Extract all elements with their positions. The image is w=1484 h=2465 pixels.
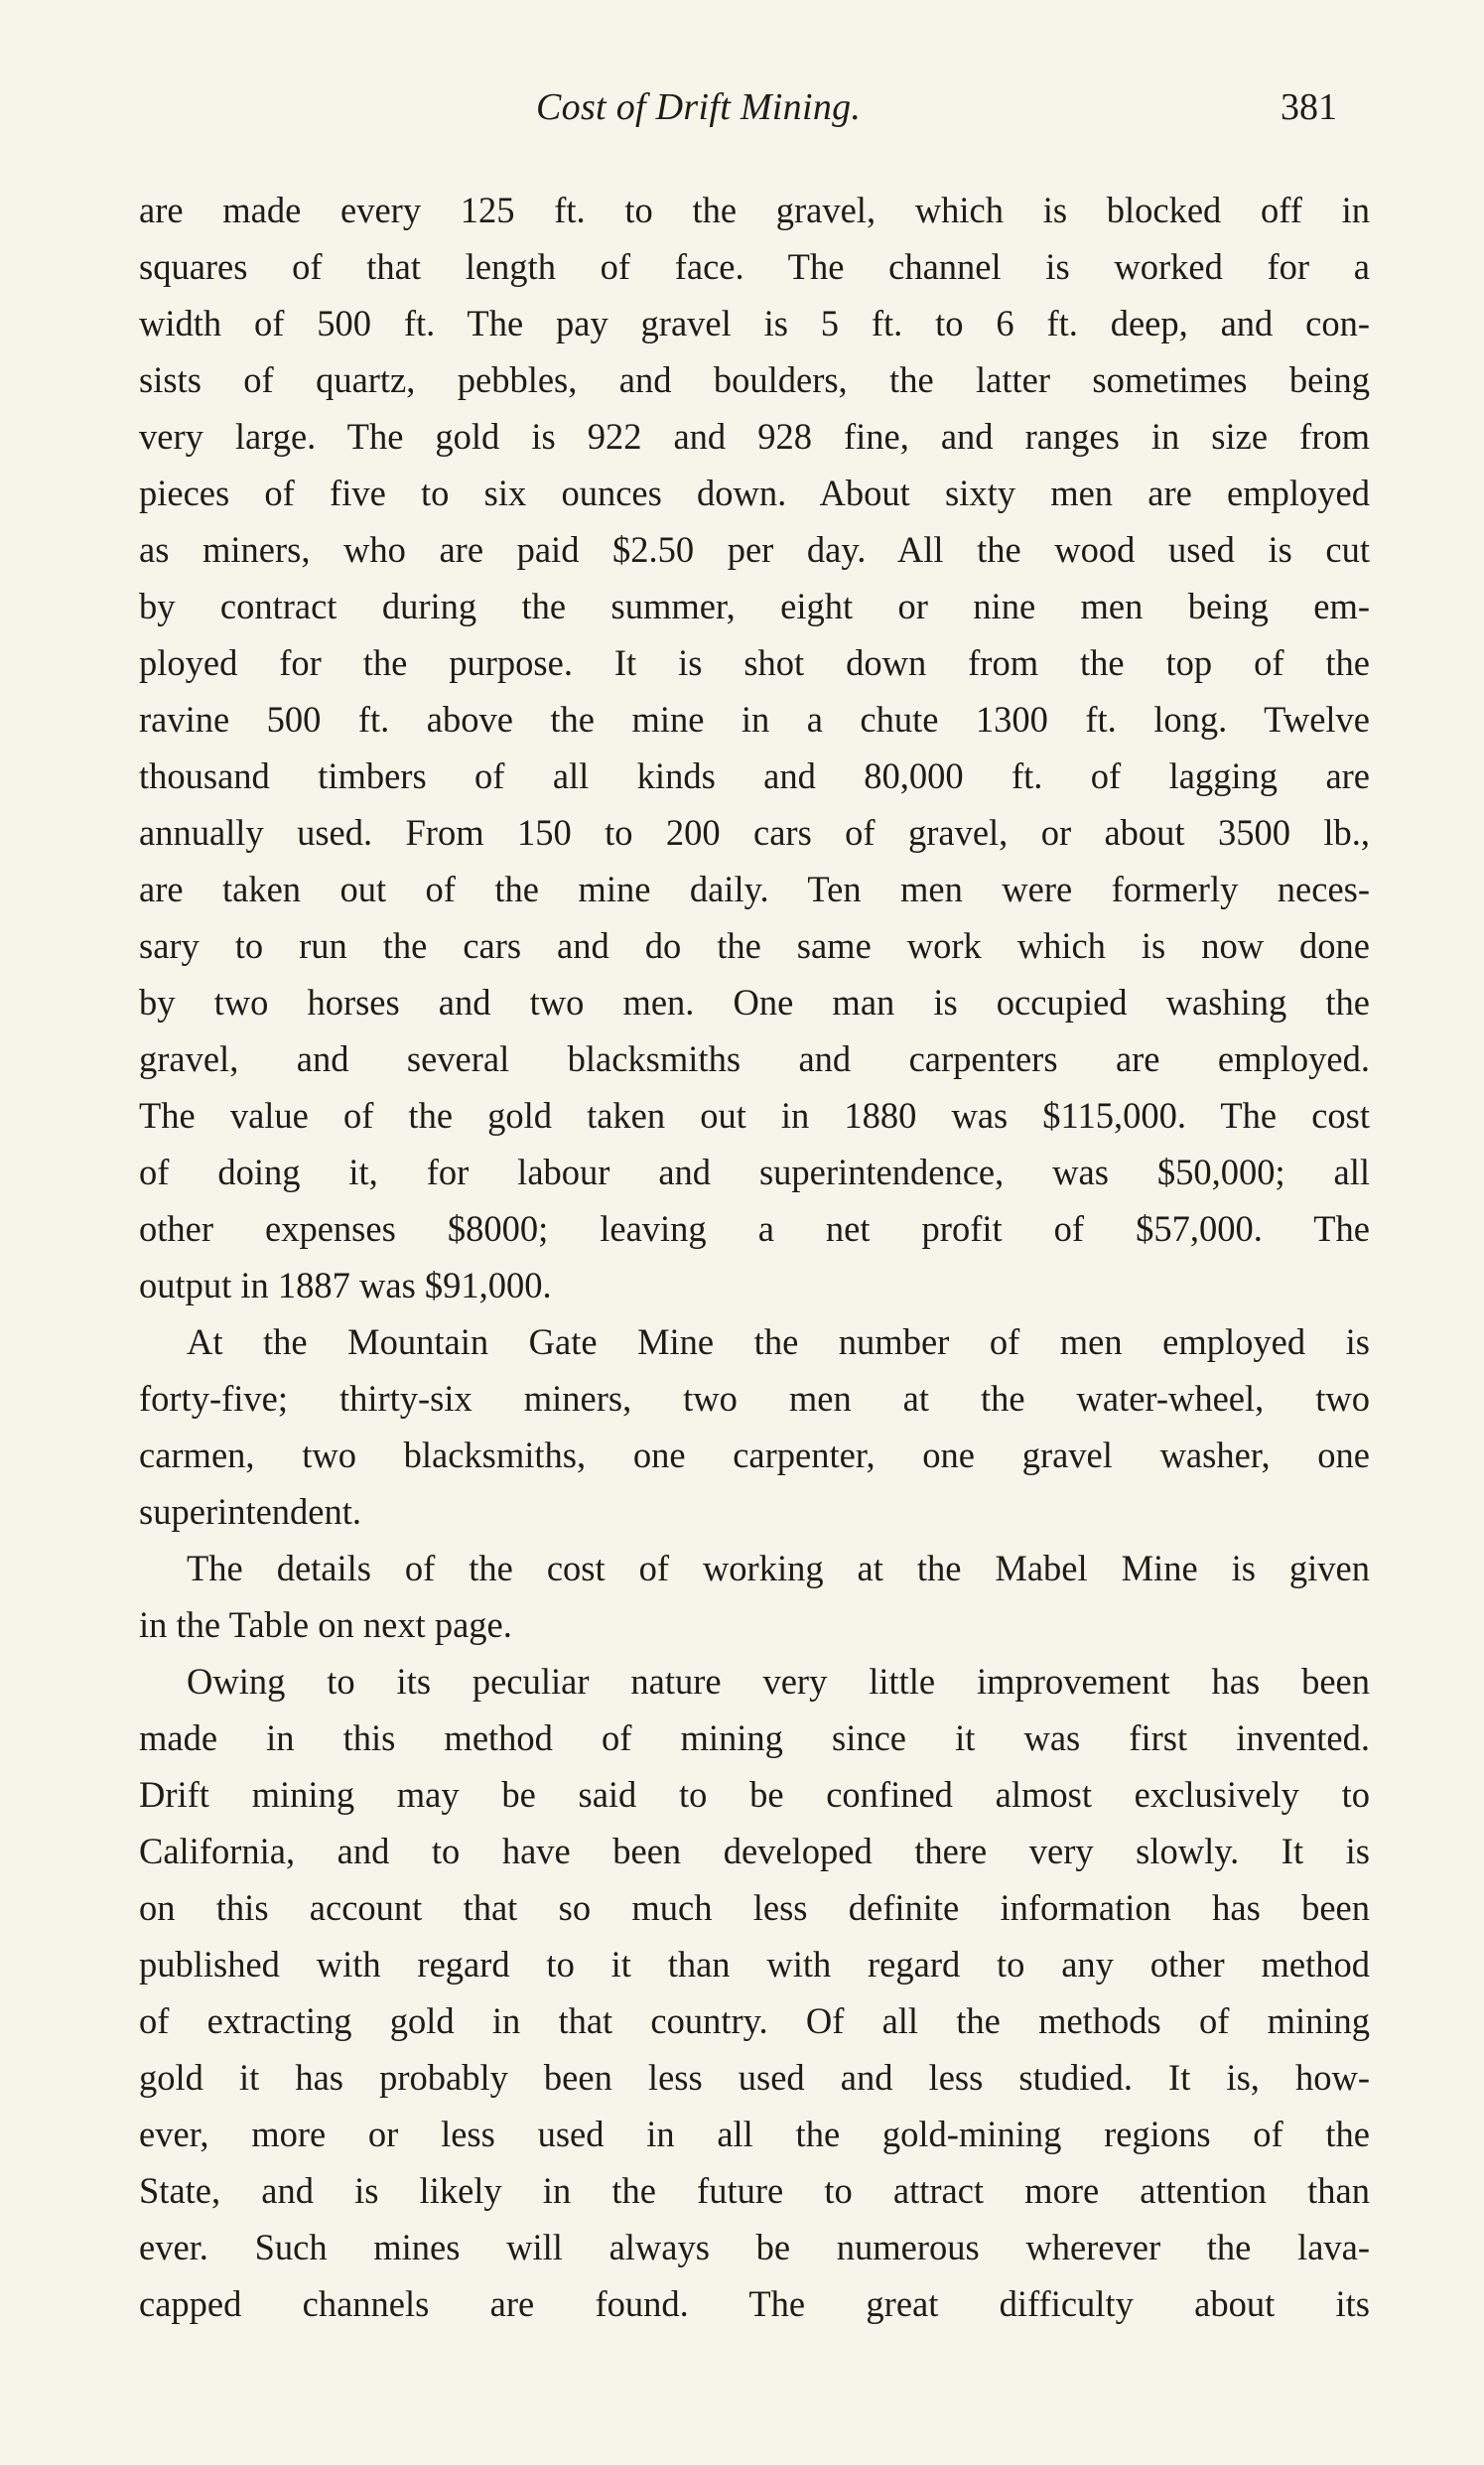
text-line: other expenses $8000; leaving a net profit of $57,000. The (139, 1208, 1370, 1249)
text-line: squares of that length of face. The channel is worked for a (139, 246, 1370, 287)
paragraph-first-line: The details of the cost of working at the Mabel Mine is given (187, 1548, 1370, 1588)
text-line: pieces of five to six ounces down. About sixty men are employed (139, 473, 1370, 513)
text-line: are taken out of the mine daily. Ten men were formerly neces- (139, 869, 1370, 909)
text-line: of extracting gold in that country. Of all the methods of mining (139, 2000, 1370, 2041)
text-line: ravine 500 ft. above the mine in a chute 1300 ft. long. Twelve (139, 699, 1370, 740)
body-text (139, 182, 1370, 2332)
text-line: by two horses and two men. One man is occupied washing the (139, 982, 1370, 1023)
text-line: ever, more or less used in all the gold-mining regions of the (139, 2114, 1370, 2154)
text-line: carmen, two blacksmiths, one carpenter, one gravel washer, one (139, 1435, 1370, 1475)
text-line: annually used. From 150 to 200 cars of gravel, or about 3500 lb., (139, 812, 1370, 853)
text-line: gold it has probably been less used and less studied. It is, how- (139, 2057, 1370, 2098)
text-line: thousand timbers of all kinds and 80,000 ft. of lagging are (139, 755, 1370, 796)
text-line: by contract during the summer, eight or nine men being em- (139, 586, 1370, 626)
text-line: California, and to have been developed there very slowly. It is (139, 1831, 1370, 1871)
text-line: as miners, who are paid $2.50 per day. All the wood used is cut (139, 529, 1370, 570)
text-line: very large. The gold is 922 and 928 fine, and ranges in size from (139, 416, 1370, 457)
text-line: of doing it, for labour and superintendence, was $50,000; all (139, 1152, 1370, 1192)
text-line: sists of quartz, pebbles, and boulders, the latter sometimes being (139, 359, 1370, 400)
paragraph-end-line: superintendent. (139, 1491, 362, 1532)
text-line: width of 500 ft. The pay gravel is 5 ft. to 6 ft. deep, and con- (139, 303, 1370, 343)
text-line: ployed for the purpose. It is shot down from the top of the (139, 642, 1370, 683)
text-line: State, and is likely in the future to attract more attention than (139, 2170, 1370, 2211)
text-line: published with regard to it than with regard to any other method (139, 1944, 1370, 1985)
paragraph-first-line: At the Mountain Gate Mine the number of men employed is (187, 1321, 1370, 1362)
text-line: made in this method of mining since it was first invented. (139, 1717, 1370, 1758)
page-number: 381 (1281, 86, 1337, 128)
text-line: gravel, and several blacksmiths and carpenters are employed. (139, 1038, 1370, 1079)
text-line: capped channels are found. The great difficulty about its (139, 2283, 1370, 2324)
text-line: on this account that so much less definite information has been (139, 1887, 1370, 1928)
text-line: are made every 125 ft. to the gravel, which is blocked off in (139, 190, 1370, 230)
text-line: sary to run the cars and do the same work which is now done (139, 925, 1370, 966)
running-head (0, 85, 1484, 145)
running-title: Cost of Drift Mining. (536, 86, 862, 128)
text-line: ever. Such mines will always be numerous wherever the lava- (139, 2227, 1370, 2267)
text-line: The value of the gold taken out in 1880 was $115,000. The cost (139, 1095, 1370, 1136)
paragraph-end-line: output in 1887 was $91,000. (139, 1265, 552, 1305)
text-line: forty-five; thirty-six miners, two men at the water-wheel, two (139, 1378, 1370, 1419)
text-line: Drift mining may be said to be confined almost exclusively to (139, 1774, 1370, 1815)
paragraph-first-line: Owing to its peculiar nature very little improvement has been (187, 1661, 1370, 1702)
paragraph-end-line: in the Table on next page. (139, 1604, 512, 1645)
